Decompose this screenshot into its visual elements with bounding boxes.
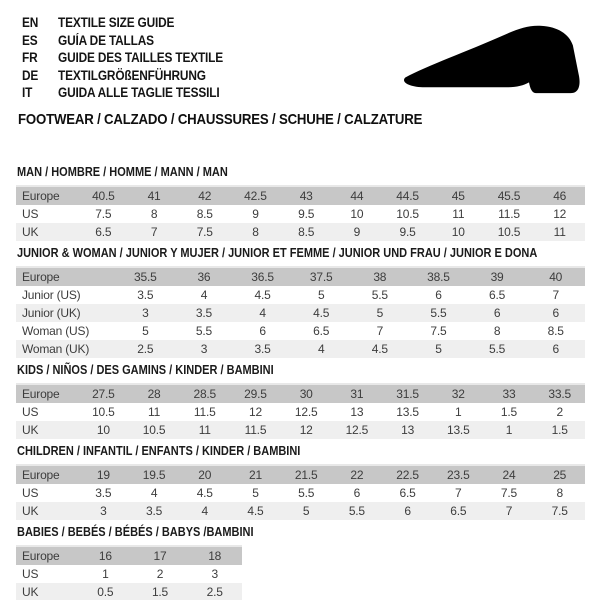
size-value: 11.5 <box>193 404 216 419</box>
size-table-section-babies <box>16 526 585 600</box>
size-table-babies <box>16 545 242 600</box>
size-value: 44.5 <box>396 188 419 203</box>
size-value: 12.5 <box>345 422 369 437</box>
size-value: 11 <box>198 422 211 437</box>
size-value: 2.5 <box>137 341 154 356</box>
table-title: KIDS / NIÑOS / DES GAMINS / KINDER / BAMBINI <box>17 362 274 377</box>
language-code: ES <box>22 32 38 48</box>
size-value: 7 <box>505 503 513 518</box>
size-value: 12 <box>299 422 313 437</box>
size-value: 6 <box>404 503 411 518</box>
language-code: DE <box>22 67 39 83</box>
size-value: 45.5 <box>497 188 521 203</box>
size-value: 30 <box>299 386 313 401</box>
size-value: 5 <box>317 287 325 302</box>
size-value: 4 <box>150 485 158 500</box>
size-value: 42 <box>198 188 212 203</box>
size-value: 8 <box>252 224 259 239</box>
size-value: 1 <box>102 566 109 581</box>
size-value: 38 <box>373 269 387 284</box>
size-value: 8 <box>493 323 501 338</box>
size-value: 3.5 <box>146 503 163 518</box>
size-value: 9.5 <box>298 206 315 221</box>
size-value: 40.5 <box>92 188 115 203</box>
table-title: MAN / HOMBRE / HOMME / MANN / MAN <box>17 164 228 179</box>
size-value: 7.5 <box>500 485 518 500</box>
size-value: 37.5 <box>309 269 333 284</box>
size-value: 11.5 <box>244 422 267 437</box>
size-value: 1.5 <box>500 404 518 419</box>
size-table-section-children <box>16 445 585 520</box>
row-label: Europe <box>22 188 60 203</box>
language-text: TEXTILGRÖßENFÜHRUNG <box>58 67 206 83</box>
size-value: 6.5 <box>450 503 467 518</box>
size-value: 5 <box>376 305 384 320</box>
size-value: 44 <box>350 188 364 203</box>
size-value: 5 <box>435 341 442 356</box>
size-value: 7 <box>552 287 559 302</box>
size-value: 12.5 <box>294 404 318 419</box>
size-value: 38.5 <box>427 269 450 284</box>
dress-shoe-icon <box>398 22 586 98</box>
size-table-kids <box>16 383 585 439</box>
size-value: 24 <box>502 467 516 482</box>
language-code: IT <box>22 85 33 101</box>
size-value: 11 <box>553 224 566 239</box>
size-value: 3 <box>142 305 149 320</box>
size-value: 3.5 <box>137 287 154 302</box>
row-label: Junior (US) <box>22 287 81 302</box>
size-value: 22.5 <box>396 467 419 482</box>
size-value: 4 <box>317 341 325 356</box>
size-value: 5.5 <box>430 305 447 320</box>
size-value: 9 <box>252 206 259 221</box>
size-value: 6.5 <box>313 323 330 338</box>
size-value: 11.5 <box>498 206 520 221</box>
size-value: 2.5 <box>206 584 223 599</box>
size-value: 35.5 <box>134 269 157 284</box>
table-row <box>16 322 585 340</box>
size-value: 9 <box>353 224 361 239</box>
size-table-section-kids <box>16 364 585 439</box>
size-table-section-man <box>16 166 585 241</box>
size-value: 5.5 <box>348 503 365 518</box>
size-value: 5 <box>142 323 149 338</box>
size-value: 4 <box>259 305 266 320</box>
size-value: 28 <box>147 386 161 401</box>
size-value: 36 <box>197 269 211 284</box>
row-label: Woman (UK) <box>22 341 90 356</box>
size-value: 11 <box>452 206 465 221</box>
language-text: GUÍA DE TALLAS <box>58 32 154 48</box>
size-value: 10 <box>96 422 110 437</box>
size-value: 7.5 <box>95 206 112 221</box>
size-value: 41 <box>147 188 161 203</box>
size-value: 43 <box>299 188 313 203</box>
row-label: Europe <box>22 386 60 401</box>
table-row <box>16 268 585 286</box>
table-row <box>16 187 585 205</box>
size-value: 28.5 <box>193 386 217 401</box>
size-value: 10.5 <box>142 422 166 437</box>
size-value: 20 <box>198 467 212 482</box>
table-row <box>16 421 585 439</box>
size-value: 6.5 <box>95 224 112 239</box>
size-value: 5.5 <box>298 485 315 500</box>
size-value: 4.5 <box>254 287 271 302</box>
size-value: 7 <box>376 323 384 338</box>
size-value: 10 <box>451 224 465 239</box>
table-row <box>16 484 585 502</box>
table-row <box>16 547 242 565</box>
size-value: 31 <box>350 386 364 401</box>
language-text: GUIDA ALLE TAGLIE TESSILI <box>58 85 220 101</box>
size-value: 4 <box>201 503 208 518</box>
size-value: 45 <box>451 188 465 203</box>
size-value: 3 <box>100 503 107 518</box>
size-value: 10.5 <box>396 206 419 221</box>
size-value: 8 <box>150 206 158 221</box>
table-title: CHILDREN / INFANTIL / ENFANTS / KINDER / BAMBINI <box>17 443 301 458</box>
table-row <box>16 466 585 484</box>
size-value: 5.5 <box>371 287 388 302</box>
language-code: EN <box>22 15 39 31</box>
size-value: 4.5 <box>196 485 213 500</box>
size-value: 13 <box>350 404 364 419</box>
size-value: 2 <box>156 566 164 581</box>
size-value: 3 <box>211 566 218 581</box>
size-value: 22 <box>350 467 364 482</box>
size-value: 7 <box>150 224 158 239</box>
size-value: 42.5 <box>244 188 267 203</box>
size-value: 40 <box>549 269 563 284</box>
size-value: 7.5 <box>196 224 213 239</box>
size-value: 31.5 <box>396 386 419 401</box>
size-value: 6.5 <box>489 287 506 302</box>
size-value: 6 <box>435 287 442 302</box>
size-value: 0.5 <box>97 584 114 599</box>
language-text: GUIDE DES TAILLES TEXTILE <box>58 50 224 66</box>
size-value: 12 <box>553 206 567 221</box>
size-value: 1.5 <box>151 584 169 599</box>
table-row <box>16 565 242 583</box>
size-value: 11 <box>148 404 161 419</box>
size-table-children <box>16 464 585 520</box>
table-row <box>16 583 242 600</box>
table-row <box>16 286 585 304</box>
size-value: 1.5 <box>551 422 568 437</box>
language-code: FR <box>22 50 38 66</box>
size-value: 1 <box>505 422 513 437</box>
size-value: 9.5 <box>399 224 416 239</box>
size-value: 10 <box>350 206 364 221</box>
size-value: 23.5 <box>446 467 470 482</box>
row-label: Europe <box>22 467 60 482</box>
row-label: Woman (US) <box>22 323 90 338</box>
size-value: 13.5 <box>446 422 470 437</box>
size-value: 2 <box>556 404 563 419</box>
size-value: 19 <box>96 467 110 482</box>
size-value: 6 <box>259 323 266 338</box>
size-value: 7.5 <box>430 323 447 338</box>
size-value: 21 <box>248 467 262 482</box>
table-row <box>16 304 585 322</box>
row-label: UK <box>22 503 39 518</box>
size-value: 29.5 <box>244 386 267 401</box>
size-value: 12 <box>248 404 262 419</box>
row-label: US <box>22 404 39 419</box>
category-heading: FOOTWEAR / CALZADO / CHAUSSURES / SCHUHE / CALZATURE <box>18 110 423 128</box>
size-value: 6 <box>493 305 501 320</box>
size-value: 6.5 <box>399 485 416 500</box>
size-value: 18 <box>208 548 222 563</box>
size-value: 6 <box>552 341 559 356</box>
dress-shoe-svg <box>398 22 586 98</box>
row-label: US <box>22 485 39 500</box>
table-title: BABIES / BEBÉS / BÉBÉS / BABYS /BAMBINI <box>17 524 254 539</box>
row-label: UK <box>22 224 39 239</box>
size-value: 10.5 <box>497 224 521 239</box>
table-row <box>16 205 585 223</box>
size-value: 1 <box>455 404 462 419</box>
size-value: 7 <box>455 485 462 500</box>
size-value: 19.5 <box>142 467 166 482</box>
size-value: 3.5 <box>254 341 271 356</box>
size-value: 25 <box>553 467 567 482</box>
row-label: US <box>22 566 39 581</box>
table-row <box>16 385 585 403</box>
size-table-junior-woman <box>16 266 585 358</box>
table-row <box>16 340 585 358</box>
row-label: UK <box>22 422 39 437</box>
row-label: UK <box>22 584 39 599</box>
table-row <box>16 223 585 241</box>
size-table-man <box>16 185 585 241</box>
row-label: US <box>22 206 39 221</box>
size-value: 4.5 <box>313 305 330 320</box>
size-value: 4 <box>200 287 208 302</box>
size-value: 33.5 <box>548 386 571 401</box>
size-value: 8.5 <box>298 224 315 239</box>
table-title: JUNIOR & WOMAN / JUNIOR Y MUJER / JUNIOR ET FEMME / JUNIOR UND FRAU / JUNIOR E DONA <box>17 245 538 260</box>
size-value: 5.5 <box>489 341 506 356</box>
size-value: 6 <box>353 485 361 500</box>
row-label: Europe <box>22 548 60 563</box>
size-value: 36.5 <box>251 269 274 284</box>
language-text: TEXTILE SIZE GUIDE <box>58 15 175 31</box>
size-table-section-junior-woman <box>16 247 585 358</box>
table-row <box>16 502 585 520</box>
size-value: 4.5 <box>247 503 264 518</box>
size-value: 39 <box>490 269 504 284</box>
size-value: 6 <box>552 305 559 320</box>
size-value: 8.5 <box>547 323 564 338</box>
size-value: 21.5 <box>294 467 318 482</box>
size-value: 3.5 <box>195 305 212 320</box>
size-value: 10.5 <box>92 404 115 419</box>
size-value: 3 <box>200 341 208 356</box>
size-value: 17 <box>153 548 167 563</box>
size-value: 46 <box>553 188 567 203</box>
size-value: 8.5 <box>196 206 213 221</box>
size-value: 16 <box>98 548 112 563</box>
row-label: Europe <box>22 269 60 284</box>
size-value: 13 <box>401 422 415 437</box>
size-value: 33 <box>502 386 516 401</box>
size-value: 5.5 <box>195 323 212 338</box>
size-value: 5 <box>302 503 310 518</box>
size-value: 3.5 <box>95 485 112 500</box>
size-value: 7.5 <box>551 503 568 518</box>
size-value: 4.5 <box>371 341 388 356</box>
size-value: 5 <box>252 485 259 500</box>
size-value: 27.5 <box>92 386 115 401</box>
size-value: 8 <box>556 485 563 500</box>
size-value: 13.5 <box>396 404 419 419</box>
row-label: Junior (UK) <box>22 305 81 320</box>
table-row <box>16 403 585 421</box>
size-value: 32 <box>451 386 465 401</box>
